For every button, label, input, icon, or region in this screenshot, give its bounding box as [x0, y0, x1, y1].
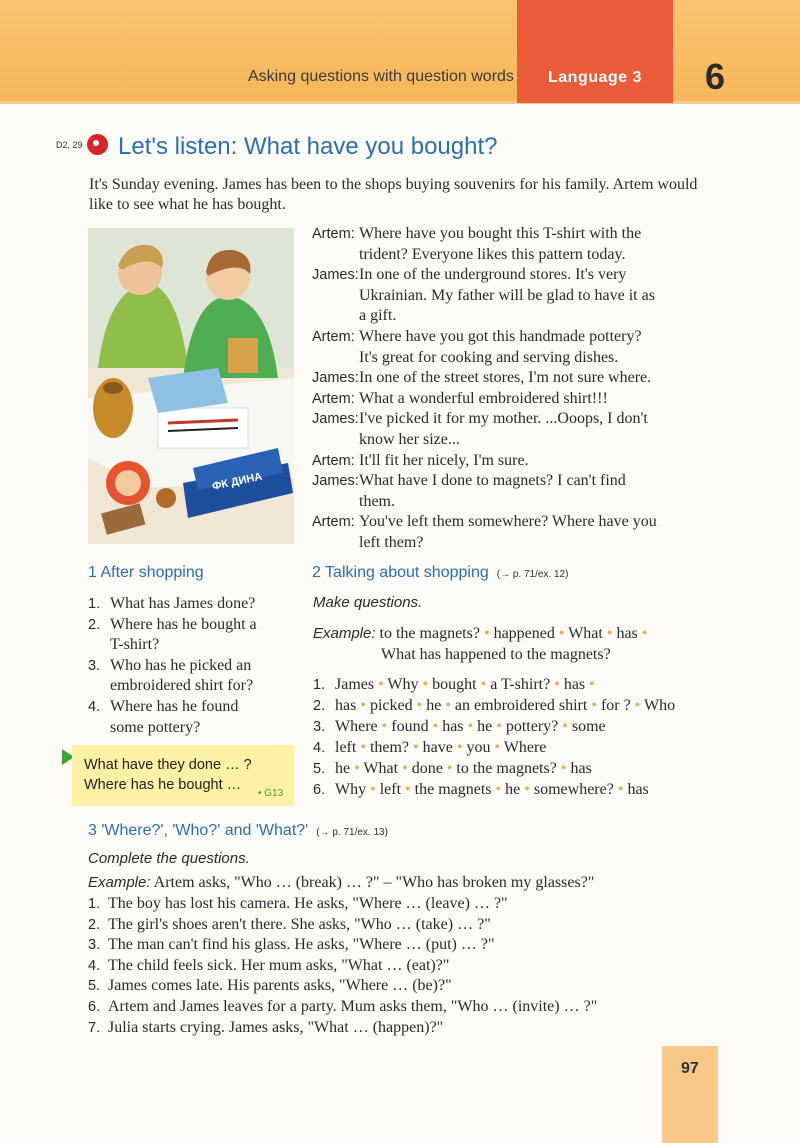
cd-audio-icon[interactable]: [87, 134, 108, 155]
word-chunk: What: [568, 625, 603, 642]
dialogue-line: [312, 512, 712, 553]
word-chunk: has: [563, 676, 586, 693]
item-text: The boy has lost his camera. He asks, "Where … (leave) … ?": [108, 895, 508, 912]
question-number: 4.: [88, 698, 101, 715]
item-text: The girl's shoes aren't there. She asks, "Who … (take) … ?": [108, 915, 491, 933]
separator-dot: •: [520, 780, 534, 798]
grammar-reference[interactable]: • G13: [258, 788, 284, 799]
word-chunk: he: [477, 717, 493, 735]
speech-line: Where have you got this handmade pottery?: [359, 327, 642, 345]
question-item: [88, 656, 288, 697]
speech-line: What a wonderful embroidered shirt!!!: [359, 389, 608, 407]
dialogue-line: [312, 471, 712, 512]
word-chunk: left: [379, 780, 402, 798]
dialogue-line: [312, 389, 712, 410]
question-line: What has James done?: [110, 595, 256, 612]
word-chunk: pottery?: [505, 717, 559, 735]
grammar-line-1: What have they done … ?: [84, 757, 252, 773]
word-chunk: picked: [369, 696, 413, 714]
speech-text: [359, 265, 712, 327]
word-chunk: the magnets: [414, 780, 492, 798]
word-chunk: found: [391, 717, 429, 735]
separator-dot: •: [479, 625, 494, 642]
separator-dot: •: [452, 738, 467, 756]
speech-text: [359, 409, 712, 450]
shopping-illustration: [88, 228, 294, 544]
dialogue-line: [312, 224, 712, 265]
item-number: 5.: [88, 978, 101, 995]
word-chunk: Where: [335, 717, 378, 735]
speaker-name: James:: [312, 411, 359, 428]
separator-dot: •: [418, 676, 433, 693]
boys-souvenirs-image: [88, 228, 294, 544]
lesson-title: Let's listen: What have you bought?: [118, 133, 498, 160]
complete-item: [88, 956, 728, 977]
separator-dot: •: [492, 717, 506, 735]
speech-line: a gift.: [359, 307, 397, 325]
item-text: Artem and James leaves for a party. Mum asks them, "Who … (invite) … ?": [108, 997, 598, 1015]
speaker-name: Artem:: [312, 390, 355, 407]
example-words: [380, 625, 648, 642]
word-chunk: Who: [644, 696, 676, 714]
word-chunk: have: [422, 738, 453, 756]
separator-dot: •: [491, 780, 506, 798]
word-chunk: some: [571, 717, 606, 735]
word-chunk: has: [335, 696, 357, 714]
complete-item: [88, 935, 728, 956]
item-number: 2.: [313, 697, 326, 714]
dialogue-line: [312, 265, 712, 327]
question-line: Who has he picked an: [110, 656, 252, 674]
scrambled-item: [313, 780, 733, 801]
exercise-2-instruction: Make questions.: [313, 594, 423, 611]
scrambled-words: [335, 696, 675, 717]
speech-text: [359, 224, 712, 265]
separator-dot: •: [554, 625, 569, 642]
speech-line: Where have you bought this T-shirt with the: [359, 225, 642, 242]
dialogue-line: [312, 409, 712, 450]
page-header-band: [0, 0, 800, 103]
separator-dot: •: [490, 738, 504, 756]
question-text: [110, 656, 253, 697]
header-divider: [0, 101, 800, 104]
speech-text: [359, 471, 712, 512]
separator-dot: •: [412, 696, 427, 714]
word-chunk: has: [627, 780, 649, 798]
speech-line: trident? Everyone likes this pattern today.: [359, 245, 626, 263]
speaker-name: James:: [312, 370, 359, 387]
speech-line: Ukrainian. My father will be glad to have it as: [359, 286, 655, 304]
speaker-name: Artem:: [312, 226, 355, 242]
exercise-3-list: [88, 894, 728, 1038]
exercise-1-list: [88, 594, 288, 738]
question-item: [88, 697, 288, 738]
word-chunk: he: [426, 696, 442, 714]
exercise-3-ref[interactable]: (→ p. 71/ex. 13): [316, 827, 388, 838]
item-number: 1.: [313, 677, 326, 693]
scarf-text: ФК ДИНА: [211, 470, 264, 493]
scrambled-words: [335, 738, 546, 759]
question-text: [110, 697, 238, 738]
scrambled-item: [313, 696, 733, 717]
speech-line: It's great for cooking and serving dishes.: [359, 348, 619, 366]
exercise-2-example: [313, 623, 713, 665]
separator-dot: •: [356, 738, 370, 756]
question-line: Where has he found: [110, 697, 239, 715]
word-chunk: to the magnets?: [379, 625, 480, 642]
scrambled-item: [313, 717, 733, 738]
item-number: 3.: [313, 718, 326, 735]
section-tab: [517, 0, 673, 103]
speech-line: them.: [359, 492, 395, 510]
question-number: 2.: [88, 616, 101, 633]
speaker-name: Artem:: [312, 328, 355, 345]
separator-dot: •: [585, 676, 595, 693]
speech-line: left them?: [359, 533, 424, 551]
separator-dot: •: [476, 676, 491, 693]
speech-line: In one of the underground stores. It's very: [359, 266, 627, 284]
speech-line: In one of the street stores, I'm not sure where.: [359, 369, 652, 387]
header-topic: Asking questions with question words: [248, 68, 514, 85]
complete-item: [88, 976, 728, 997]
grammar-line-2: Where has he bought …: [84, 777, 242, 793]
word-chunk: you: [466, 738, 491, 756]
speech-line: know her size...: [359, 430, 460, 448]
speech-text: [359, 512, 712, 553]
exercise-3-instruction: Complete the questions.: [88, 850, 250, 867]
example-text: Artem asks, "Who … (break) … ?" – "Who has broken my glasses?": [153, 874, 595, 891]
exercise-2-title: 2 Talking about shopping: [312, 564, 489, 581]
scrambled-words: [335, 675, 595, 696]
separator-dot: •: [356, 696, 370, 714]
separator-dot: •: [366, 780, 380, 798]
word-chunk: somewhere?: [533, 780, 614, 798]
separator-dot: •: [630, 696, 645, 714]
question-item: [88, 594, 288, 615]
speech-line: You've left them somewhere? Where have you: [359, 513, 657, 531]
word-chunk: Where: [503, 738, 547, 756]
question-text: [110, 615, 257, 656]
item-number: 4.: [88, 957, 101, 974]
word-chunk: to the magnets?: [456, 759, 557, 777]
word-chunk: he: [505, 780, 521, 798]
speech-text: [359, 451, 712, 472]
page-number: 97: [681, 1060, 699, 1077]
exercise-2-heading: [312, 564, 568, 582]
complete-item: [88, 894, 728, 915]
scrambled-words: [335, 717, 606, 738]
question-text: [110, 594, 255, 615]
item-text: James comes late. His parents asks, "Where … (be)?": [108, 977, 452, 995]
question-line: some pottery?: [110, 718, 201, 736]
word-chunk: Why: [387, 676, 419, 693]
word-chunk: Why: [335, 780, 367, 798]
separator-dot: •: [401, 780, 415, 798]
word-chunk: he: [335, 759, 351, 777]
separator-dot: •: [587, 696, 601, 714]
example-label: Example:: [88, 874, 151, 891]
complete-item: [88, 997, 728, 1018]
word-chunk: for ?: [600, 696, 631, 714]
exercise-3-title: 3 'Where?', 'Who?' and 'What?': [88, 822, 309, 839]
word-chunk: happened: [493, 625, 555, 642]
question-number: 1.: [88, 596, 101, 612]
word-chunk: left: [335, 738, 357, 756]
exercise-1-heading: 1 After shopping: [88, 564, 204, 581]
item-text: The man can't find his glass. He asks, "Where … (put) … ?": [108, 936, 495, 954]
word-chunk: bought: [432, 676, 477, 693]
intro-text: It's Sunday evening. James has been to the shops buying souvenirs for his family. Artem would like to see what he has bought.: [89, 176, 698, 213]
exercise-3-heading: [88, 822, 388, 840]
word-chunk: them?: [369, 738, 410, 756]
speech-line: I've picked it for my mother. ...Ooops, I don't: [359, 410, 648, 428]
word-chunk: done: [411, 759, 443, 777]
unit-number: 6: [705, 56, 726, 97]
word-chunk: has: [570, 759, 592, 777]
word-chunk: What: [363, 759, 399, 777]
speech-line: What have I done to magnets? I can't find: [359, 472, 626, 490]
audio-track-label: D2, 29: [56, 140, 83, 150]
word-chunk: an embroidered shirt: [454, 696, 588, 714]
question-line: T-shirt?: [110, 636, 160, 654]
separator-dot: •: [556, 759, 571, 777]
item-number: 2.: [88, 916, 101, 933]
speaker-name: James:: [312, 473, 359, 490]
example-label: Example:: [313, 625, 376, 642]
item-number: 3.: [88, 937, 101, 954]
scrambled-item: [313, 738, 733, 759]
scrambled-words: [335, 780, 649, 801]
exercise-2-list: [313, 675, 733, 800]
scrambled-item: [313, 759, 733, 780]
separator-dot: •: [428, 717, 443, 735]
separator-dot: •: [558, 717, 572, 735]
dialogue-line: [312, 451, 712, 472]
separator-dot: •: [550, 676, 564, 693]
speech-text: [359, 389, 712, 410]
dialogue-line: [312, 368, 712, 389]
word-chunk: has: [442, 717, 464, 735]
separator-dot: •: [374, 676, 388, 693]
item-number: 5.: [313, 760, 326, 777]
speech-line: It'll fit her nicely, I'm sure.: [359, 451, 529, 469]
scrambled-item: [313, 675, 733, 696]
word-chunk: a T-shirt?: [490, 676, 551, 693]
speaker-name: James:: [312, 267, 359, 284]
item-text: The child feels sick. Her mum asks, "What … (eat)?": [108, 956, 450, 974]
example-answer: What has happened to the magnets?: [381, 646, 611, 663]
separator-dot: •: [441, 696, 455, 714]
speaker-name: Artem:: [312, 514, 355, 531]
dialogue: [312, 224, 712, 554]
item-number: 7.: [88, 1019, 101, 1036]
separator-dot: •: [398, 759, 412, 777]
separator-dot: •: [409, 738, 423, 756]
item-text: Julia starts crying. James asks, "What … (happen)?": [108, 1018, 444, 1036]
separator-dot: •: [463, 717, 478, 735]
question-line: Where has he bought a: [110, 615, 257, 633]
question-line: embroidered shirt for?: [110, 677, 254, 695]
item-number: 6.: [313, 781, 326, 798]
separator-dot: •: [377, 717, 392, 735]
exercise-3-example: [88, 873, 728, 894]
question-item: [88, 615, 288, 656]
separator-dot: •: [637, 625, 648, 642]
question-number: 3.: [88, 657, 101, 674]
section-label: Language 3: [548, 69, 642, 86]
word-chunk: James: [335, 676, 375, 693]
separator-dot: •: [613, 780, 628, 798]
speech-text: [359, 327, 712, 368]
separator-dot: •: [602, 625, 617, 642]
dialogue-line: [312, 327, 712, 368]
separator-dot: •: [350, 759, 364, 777]
complete-item: [88, 915, 728, 936]
item-number: 4.: [313, 739, 326, 756]
exercise-2-ref[interactable]: (→ p. 71/ex. 12): [496, 569, 569, 580]
speech-text: [359, 368, 712, 389]
item-number: 6.: [88, 998, 101, 1015]
complete-item: [88, 1018, 728, 1039]
item-number: 1.: [88, 896, 101, 912]
speaker-name: Artem:: [312, 452, 355, 469]
scrambled-words: [335, 759, 592, 780]
word-chunk: has: [616, 625, 638, 642]
separator-dot: •: [442, 759, 457, 777]
